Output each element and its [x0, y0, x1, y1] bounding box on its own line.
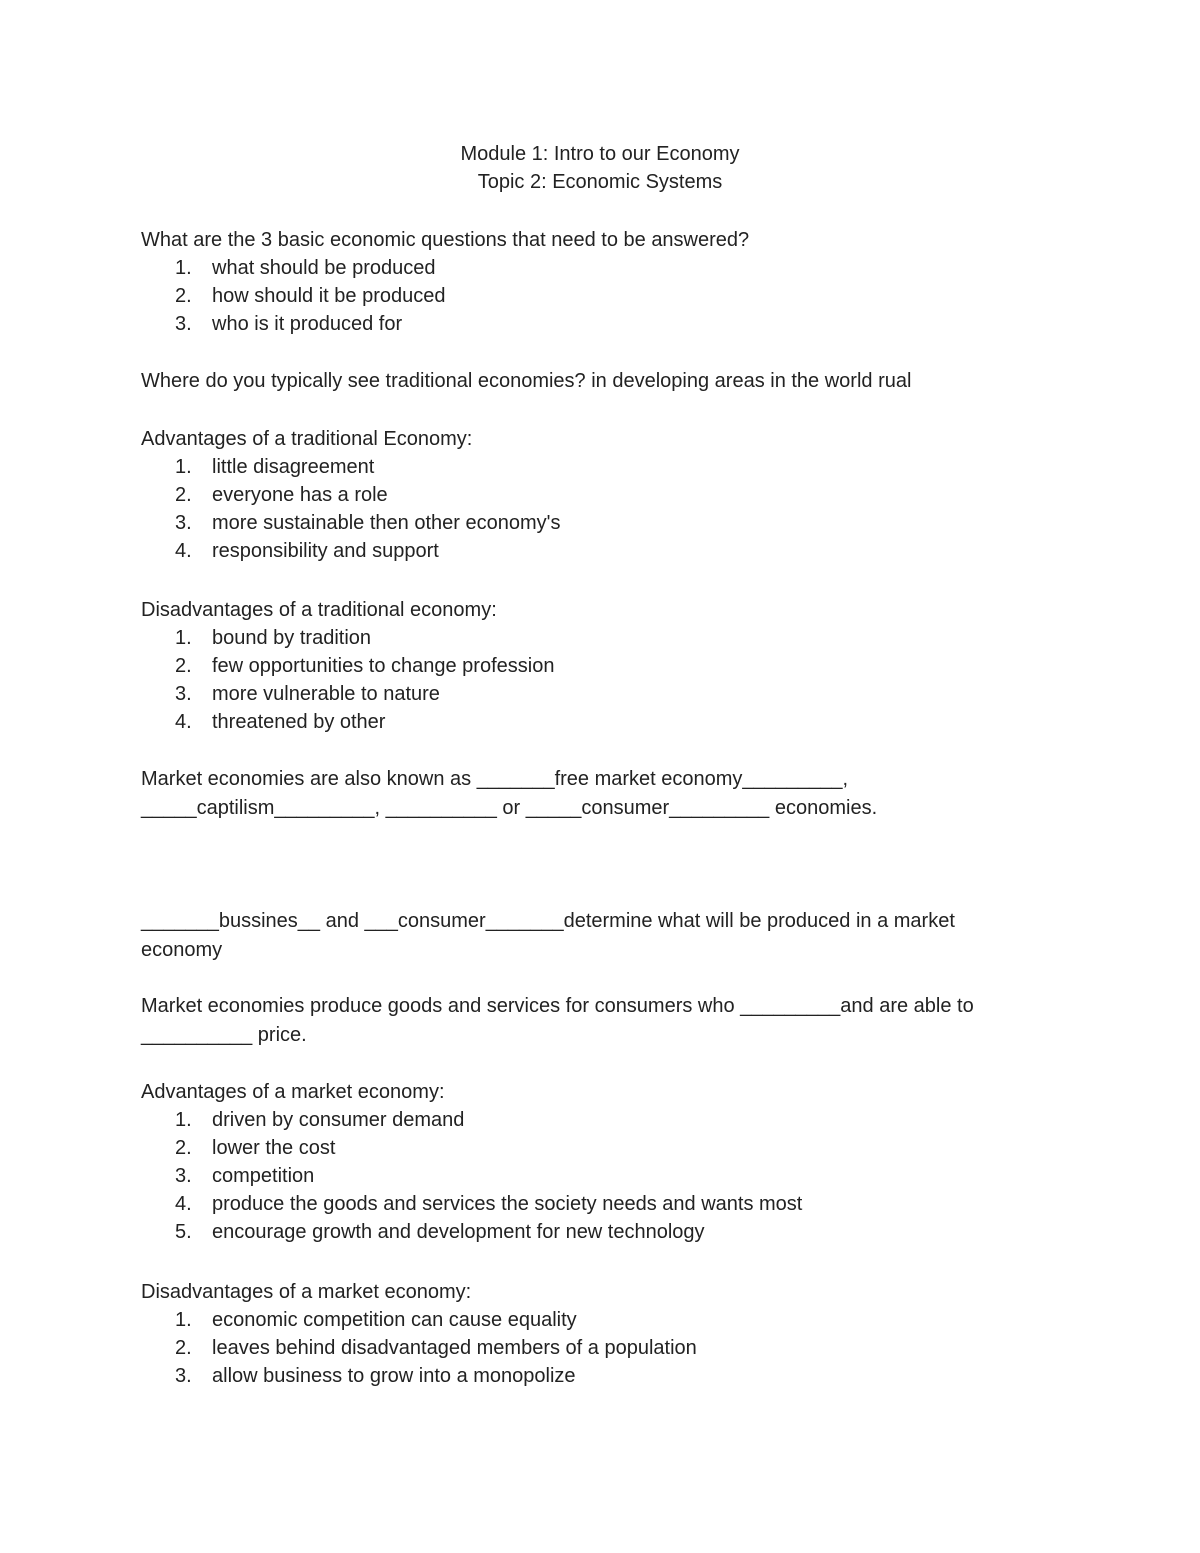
market-produce-section [141, 992, 1061, 1050]
disadvantages-list [141, 624, 1061, 736]
list-number: 2. [175, 1337, 192, 1359]
market-disadvantages-section [141, 1278, 1061, 1390]
list-item-text: little disagreement [212, 456, 375, 478]
paragraph-line: Market economies are also known as _______free market economy_________, [141, 768, 849, 790]
list-item-text: economic competition can cause equality [212, 1309, 577, 1331]
paragraph-line: _____captilism_________, __________ or _____consumer_________ economies. [141, 797, 878, 819]
list-item [141, 624, 1061, 652]
list-item [141, 481, 1061, 509]
list-number: 1. [175, 1109, 192, 1131]
list-item-text: more sustainable then other economy's [212, 512, 561, 534]
list-number: 1. [175, 1309, 192, 1331]
document-subtitle: Topic 2: Economic Systems [477, 171, 723, 193]
advantages-list [141, 453, 1061, 565]
list-number: 3. [175, 512, 192, 534]
list-item [141, 652, 1061, 680]
list-item [141, 1106, 1061, 1134]
list-number: 1. [175, 257, 192, 279]
list-item-text: what should be produced [212, 257, 436, 279]
list-number: 3. [175, 313, 192, 335]
list-item [141, 537, 1061, 565]
paragraph-line: economy [141, 939, 223, 961]
list-number: 3. [175, 1165, 192, 1187]
list-item [141, 310, 1061, 338]
list-item-text: few opportunities to change profession [212, 655, 555, 677]
list-item-text: responsibility and support [212, 540, 439, 562]
section-heading: Advantages of a market economy: [141, 1081, 445, 1103]
document-title: Module 1: Intro to our Economy [460, 143, 740, 165]
list-number: 4. [175, 540, 192, 562]
list-item-text: produce the goods and services the society needs and wants most [212, 1193, 803, 1215]
market-advantages-section [141, 1078, 1061, 1246]
traditional-location-section [141, 367, 1061, 395]
list-item-text: driven by consumer demand [212, 1109, 465, 1131]
list-number: 2. [175, 484, 192, 506]
list-item [141, 1334, 1061, 1362]
traditional-location-text: Where do you typically see traditional economies? in developing areas in the world rual [141, 370, 912, 392]
list-item [141, 453, 1061, 481]
list-number: 4. [175, 1193, 192, 1215]
section-heading: Advantages of a traditional Economy: [141, 428, 473, 450]
list-item [141, 1162, 1061, 1190]
list-item [141, 680, 1061, 708]
list-item [141, 1218, 1061, 1246]
list-number: 1. [175, 627, 192, 649]
question-text: What are the 3 basic economic questions that need to be answered? [141, 229, 750, 251]
list-item [141, 1134, 1061, 1162]
traditional-disadvantages-section [141, 596, 1061, 736]
list-item-text: lower the cost [212, 1137, 336, 1159]
paragraph-line: __________ price. [141, 1024, 307, 1046]
list-number: 2. [175, 655, 192, 677]
traditional-advantages-section [141, 425, 1061, 565]
list-item-text: threatened by other [212, 711, 386, 733]
list-number: 5. [175, 1221, 192, 1243]
list-item-text: how should it be produced [212, 285, 446, 307]
question-list [141, 254, 1061, 338]
paragraph-line: _______bussines__ and ___consumer_______determine what will be produced in a market [141, 910, 955, 932]
disadvantages-list [141, 1306, 1061, 1390]
list-number: 2. [175, 285, 192, 307]
economic-questions-section [141, 226, 1061, 338]
list-item [141, 254, 1061, 282]
list-item [141, 282, 1061, 310]
list-item-text: bound by tradition [212, 627, 372, 649]
list-item-text: leaves behind disadvantaged members of a population [212, 1337, 697, 1359]
list-number: 1. [175, 456, 192, 478]
list-item [141, 509, 1061, 537]
list-number: 3. [175, 683, 192, 705]
list-item [141, 1362, 1061, 1390]
list-item-text: more vulnerable to nature [212, 683, 440, 705]
section-heading: Disadvantages of a market economy: [141, 1281, 472, 1303]
list-item-text: everyone has a role [212, 484, 388, 506]
market-determine-section [141, 907, 1061, 965]
list-item-text: competition [212, 1165, 315, 1187]
list-number: 3. [175, 1365, 192, 1387]
paragraph-line: Market economies produce goods and services for consumers who _________and are able to [141, 995, 974, 1017]
list-item [141, 708, 1061, 736]
list-item-text: allow business to grow into a monopolize [212, 1365, 576, 1387]
list-item-text: who is it produced for [212, 313, 403, 335]
list-item-text: encourage growth and development for new technology [212, 1221, 705, 1243]
list-number: 4. [175, 711, 192, 733]
list-item [141, 1306, 1061, 1334]
list-item [141, 1190, 1061, 1218]
market-names-section [141, 765, 1061, 823]
section-heading: Disadvantages of a traditional economy: [141, 599, 497, 621]
list-number: 2. [175, 1137, 192, 1159]
advantages-list [141, 1106, 1061, 1246]
